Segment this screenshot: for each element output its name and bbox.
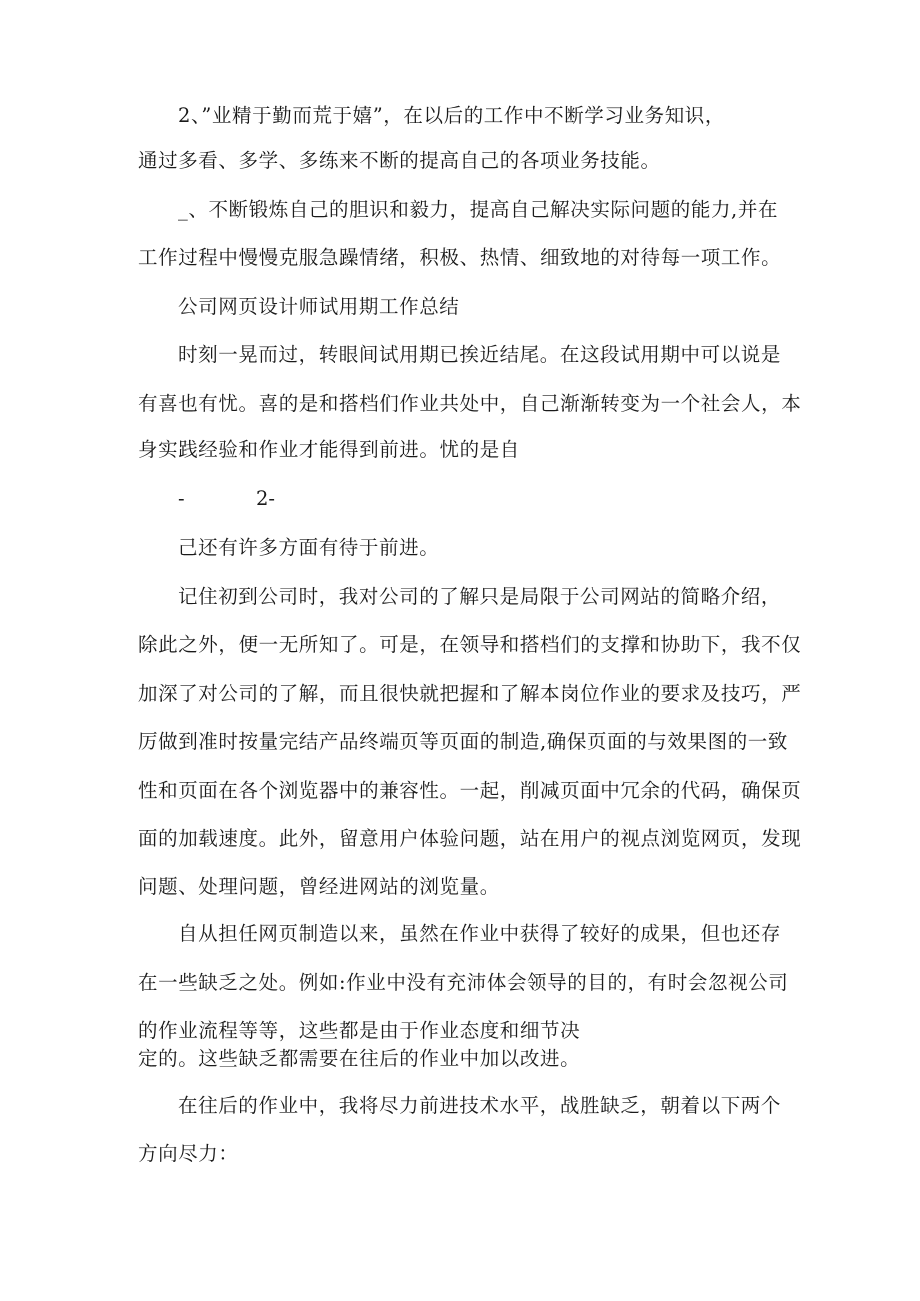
paragraph-line: 性和页面在各个浏览器中的兼容性。一起，削减页面中冗余的代码，确保页 [138,779,802,802]
paragraph-line: 在往后的作业中，我将尽力前进技术水平，战胜缺乏，朝着以下两个 [178,1094,782,1117]
section-title: 公司网页设计师试用期工作总结 [178,295,460,318]
paragraph-line: 厉做到准时按量完结产品终端页等页面的制造,确保页面的与效果图的一致 [138,730,788,753]
paragraph-line: 在一些缺乏之处。例如:作业中没有充沛体会领导的目的，有时会忽视公司 [138,971,789,994]
paragraph-line: 自从担任网页制造以来，虽然在作业中获得了较好的成果，但也还存 [178,922,782,945]
paragraph-line: 己还有许多方面有待于前进。 [178,536,440,559]
paragraph-line: 定的。这些缺乏都需要在往后的作业中加以改进。 [138,1047,581,1070]
paragraph-line: 的作业流程等等，这些都是由于作业态度和细节决 [138,1019,581,1042]
paragraph-line: 时刻一晃而过，转眼间试用期已挨近结尾。在这段试用期中可以说是 [178,343,782,366]
paragraph-line: 除此之外，便一无所知了。可是，在领导和搭档们的支撑和协助下，我不仅 [138,633,802,656]
paragraph-line: _、不断锻炼自己的胆识和毅力，提高自己解决实际问题的能力,并在 [178,198,779,221]
page-number: 2- [256,487,275,510]
paragraph-line: 工作过程中慢慢克服急躁情绪，积极、热情、细致地的对待每一项工作。 [138,246,782,269]
paragraph-line: 记住初到公司时，我对公司的了解只是局限于公司网站的简略介绍， [178,585,782,608]
paragraph-line: 有喜也有忧。喜的是和搭档们作业共处中，自己渐渐转变为一个社会人，本 [138,392,802,415]
paragraph-line: 问题、处理问题，曾经进网站的浏览量。 [138,875,500,898]
page-number-dash: - [178,487,185,510]
paragraph-line: 2、”业精于勤而荒于嬉”，在以后的工作中不断学习业务知识， [178,104,725,127]
paragraph-line: 身实践经验和作业才能得到前进。忧的是自 [138,438,520,461]
paragraph-line: 加深了对公司的了解，而且很快就把握和了解本岗位作业的要求及技巧，严 [138,682,802,705]
paragraph-line: 面的加载速度。此外，留意用户体验问题，站在用户的视点浏览网页，发现 [138,827,802,850]
paragraph-line: 通过多看、多学、多练来不断的提高自己的各项业务技能。 [138,149,661,172]
paragraph-line: 方向尽力： [138,1142,239,1165]
